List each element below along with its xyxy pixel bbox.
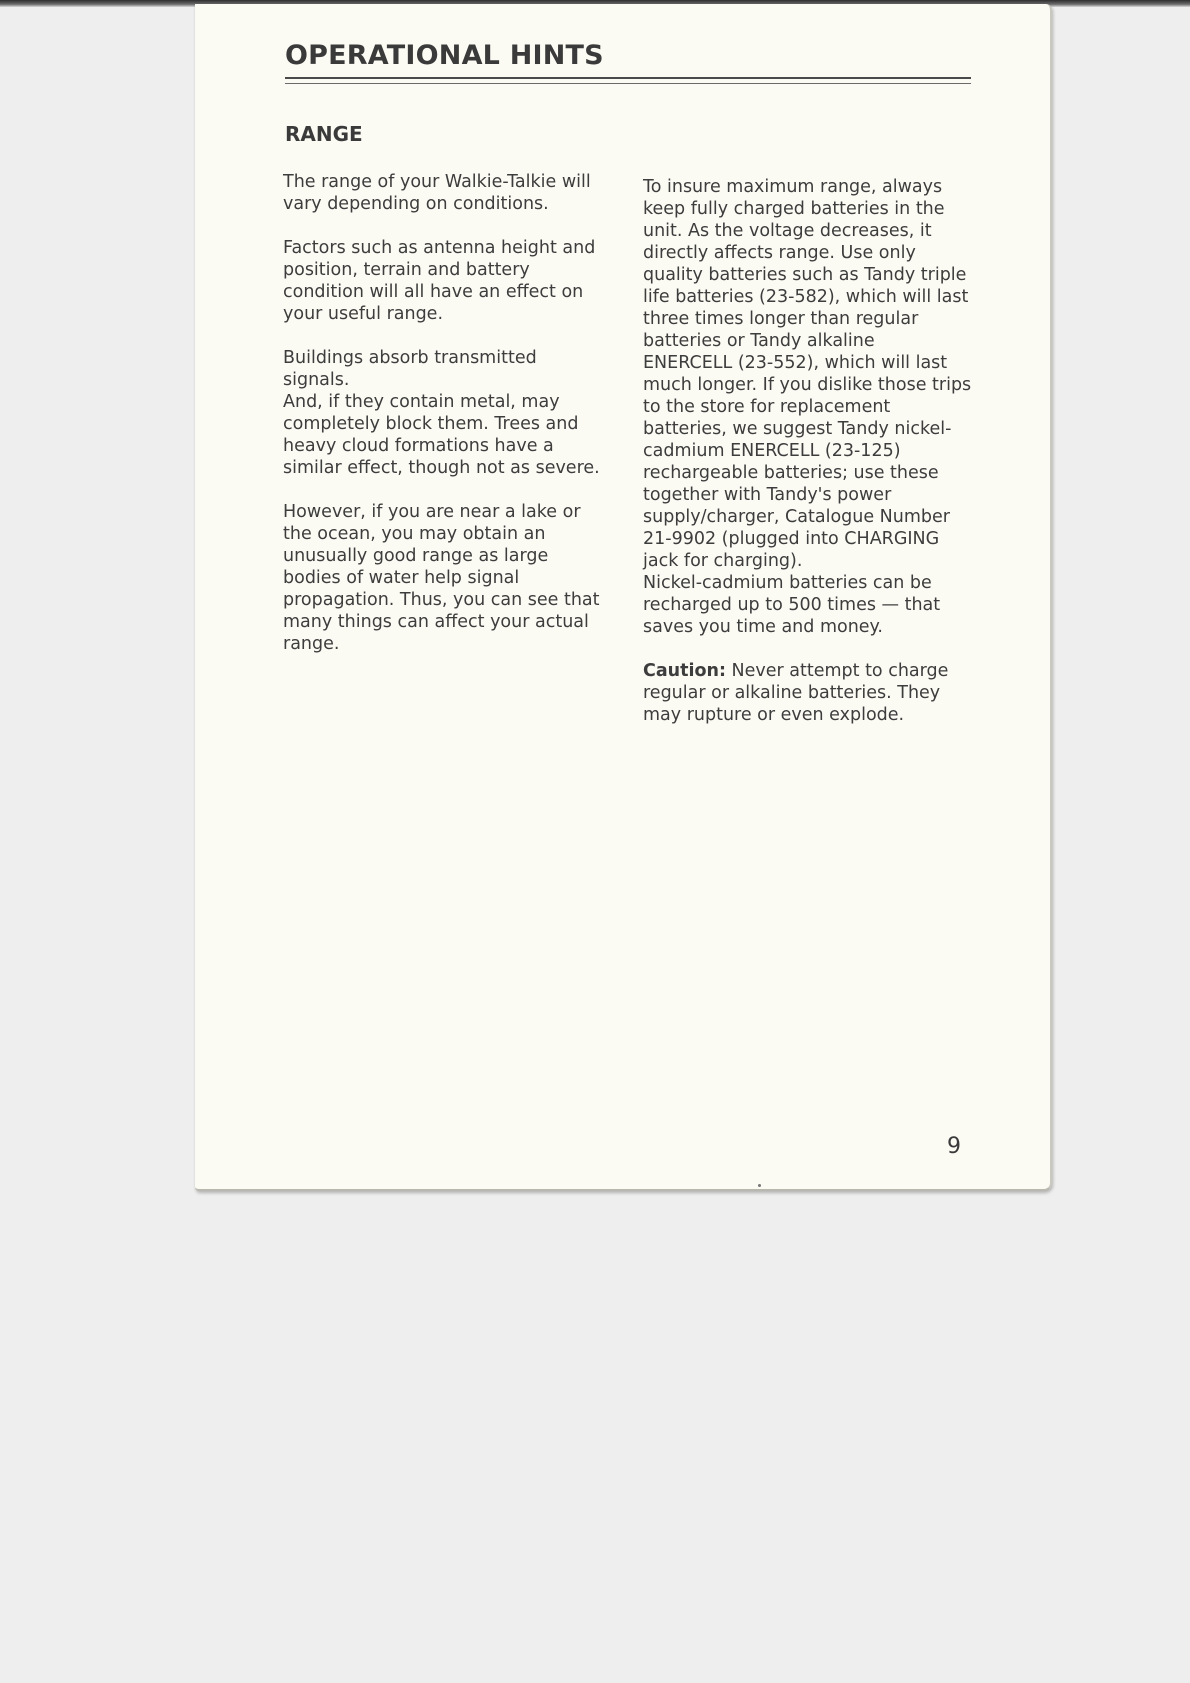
paragraph-range-factors: Factors such as antenna height and position, terrain and battery condition will all have an effect on your useful range. (283, 238, 596, 324)
caution-text: Never attempt to charge regular or alkaline batteries. They may rupture or even explode. (643, 661, 949, 725)
section-title: RANGE (285, 122, 363, 146)
heading-rule (285, 77, 971, 84)
page-heading: OPERATIONAL HINTS (285, 40, 604, 71)
right-column (643, 176, 983, 748)
scan-speck (758, 1184, 761, 1187)
caution-label: Caution: (643, 661, 726, 681)
manual-page (195, 4, 1052, 1191)
caution-paragraph (643, 660, 983, 726)
paragraph-range-intro: The range of your Walkie-Talkie will vary depending on conditions. (283, 172, 591, 214)
page-number: 9 (947, 1134, 961, 1159)
paragraph-water: However, if you are near a lake or the ocean, you may obtain an unusually good range as large bodies of water help signal propagation. Thus, you can see that many things can affect your actual range. (283, 502, 600, 654)
left-column (283, 171, 603, 677)
paragraph-buildings: Buildings absorb transmitted signals. And, if they contain metal, may completely block them. Trees and heavy cloud formations have a similar effect, though not as severe. (283, 348, 600, 478)
paragraph-batteries: To insure maximum range, always keep fully charged batteries in the unit. As the voltage decreases, it directly affects range. Use only quality batteries such as Tandy triple life batteries (23-582), which will last three times longer than regular batteries or Tandy alkaline ENERCELL (23-552), which will last much longer. If you dislike those trips to the store for replacement batteries, we suggest Tandy nickel- cadmium ENERCELL (23-125) rechargeable batteries; use these together with Tandy's power supply/charger, Catalogue Number 21-9902 (plugged into CHARGING jack for charging). Nickel-cadmium batteries can be recharged up to 500 times — that saves you time and money. (643, 177, 972, 637)
